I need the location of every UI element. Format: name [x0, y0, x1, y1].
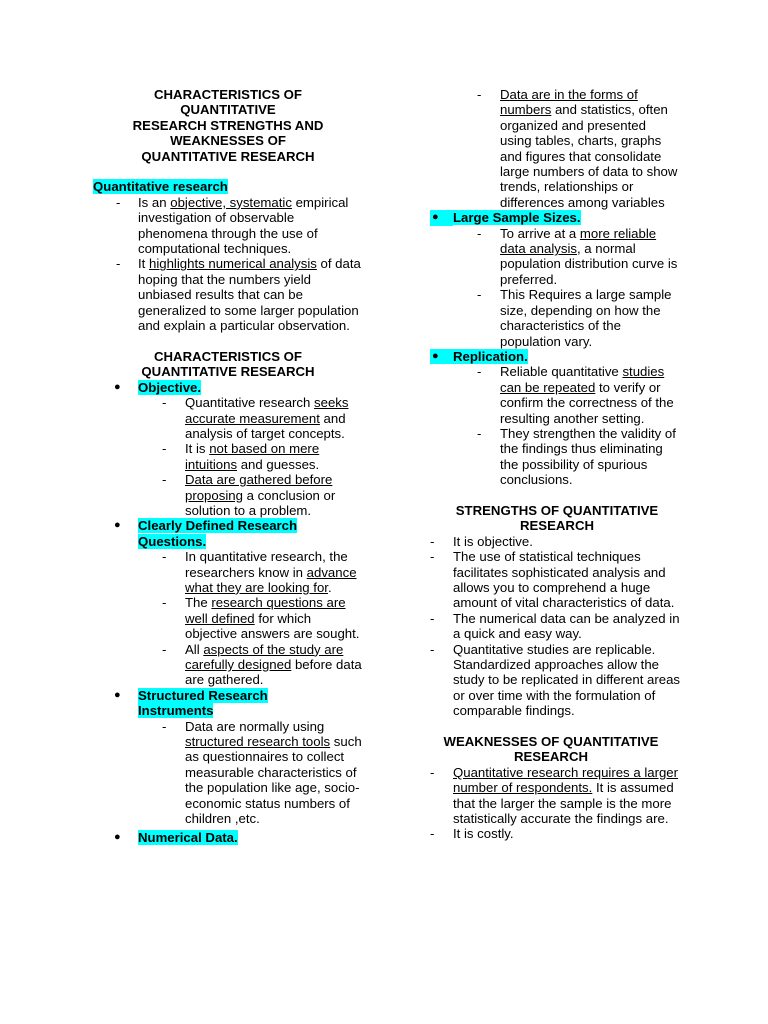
item-text: Data are in the forms of numbers and statistics, often organized and presented using tables, charts, graphs and figures that consolidate large numbers of data to show trends, relationships or differences among variables: [500, 87, 678, 210]
list-item: [92, 549, 364, 595]
item-text: In quantitative research, the researchers know in advance what they are looking for.: [185, 549, 357, 595]
list-item: [92, 719, 364, 827]
dash-marker: -: [162, 395, 167, 411]
item-text: Quantitative research requires a larger number of respondents. It is assumed that the larger the sample is the more statistically accurate the findings are.: [453, 764, 679, 827]
weaknesses-heading: [414, 734, 688, 765]
right-column: [422, 87, 680, 842]
list-item: [422, 534, 680, 549]
item-text: It is not based on mere intuitions and guesses.: [185, 441, 320, 472]
dash-marker: -: [430, 610, 435, 626]
heading-line: QUANTITATIVE RESEARCH: [141, 364, 315, 380]
list-item: [422, 287, 680, 349]
dash-marker: -: [477, 287, 482, 303]
dash-marker: -: [477, 425, 482, 441]
title-line: QUANTITATIVE: [180, 102, 276, 118]
list-item: [92, 195, 364, 257]
item-text: Reliable quantitative studies can be repeated to verify or confirm the correctness of the resulting another setting.: [500, 364, 674, 426]
bullet-objective: [92, 380, 364, 395]
title-line: WEAKNESSES OF: [170, 133, 286, 149]
dash-marker: -: [116, 194, 121, 210]
clearly-defined-label-cont: Questions.: [138, 533, 207, 549]
item-text: The numerical data can be analyzed in a quick and easy way.: [453, 610, 680, 642]
list-item: [422, 426, 680, 488]
dash-marker: -: [477, 364, 482, 380]
heading-line: RESEARCH: [513, 749, 588, 765]
list-item: [422, 642, 680, 719]
objective-label: Objective.: [138, 379, 202, 395]
title-line: QUANTITATIVE RESEARCH: [141, 148, 315, 164]
bullet-clearly-defined: [92, 518, 364, 549]
list-item: [422, 611, 680, 642]
large-sample-label: Large Sample Sizes.: [453, 210, 581, 226]
structured-label: Structured Research: [138, 687, 268, 703]
bullet-icon: ●: [432, 211, 439, 224]
dash-marker: -: [430, 641, 435, 657]
item-text: It is costly.: [453, 826, 514, 842]
list-item: [422, 364, 680, 426]
item-text: The research questions are well defined for which objective answers are sought.: [185, 595, 360, 642]
dash-marker: -: [162, 549, 167, 565]
heading-line: WEAKNESSES OF QUANTITATIVE: [443, 734, 659, 750]
item-text: They strengthen the validity of the findings thus eliminating the possibility of spurious conclusions.: [500, 425, 676, 488]
bullet-icon: ●: [114, 519, 121, 532]
bullet-icon: ●: [114, 831, 121, 844]
dash-marker: -: [430, 533, 435, 549]
dash-marker: -: [477, 225, 482, 241]
bullet-replication: [422, 349, 680, 364]
item-text: Data are gathered before proposing a conclusion or solution to a problem.: [185, 472, 336, 518]
dash-marker: -: [430, 764, 435, 780]
dash-marker: -: [477, 87, 482, 102]
heading-line: RESEARCH: [519, 518, 594, 534]
structured-label-cont: Instruments: [138, 703, 214, 719]
bullet-icon: ●: [114, 380, 121, 393]
replication-label: Replication.: [453, 348, 528, 364]
dash-marker: -: [162, 472, 167, 488]
characteristics-heading: [92, 349, 364, 380]
dash-marker: -: [430, 826, 435, 842]
document-title: [92, 87, 364, 164]
bullet-numerical-data: [92, 830, 364, 845]
item-text: All aspects of the study are carefully designed before data are gathered.: [185, 641, 362, 688]
clearly-defined-label: Clearly Defined Research: [138, 518, 298, 534]
dash-marker: -: [162, 595, 167, 611]
list-item: [92, 441, 364, 472]
list-item: [92, 472, 364, 518]
strengths-heading: [418, 503, 696, 534]
dash-marker: -: [162, 441, 167, 457]
quantitative-research-label: Quantitative research: [93, 179, 228, 195]
title-line: CHARACTERISTICS OF: [154, 87, 302, 102]
item-text: The use of statistical techniques facilitates sophisticated analysis and allows you to comprehend a huge amount of vital characteristics of data.: [453, 549, 675, 611]
dash-marker: -: [430, 549, 435, 565]
item-text: This Requires a large sample size, depending on how the characteristics of the population vary.: [500, 287, 672, 349]
numerical-label: Numerical Data.: [138, 830, 238, 846]
item-text: Quantitative studies are replicable. Standardized approaches allow the study to be replicated in different areas or over time with the formulation of comparable findings.: [453, 641, 681, 719]
dash-marker: -: [162, 718, 167, 734]
dash-marker: -: [116, 256, 121, 272]
item-text: It is objective.: [453, 533, 533, 549]
list-item: [422, 226, 680, 288]
list-item: [422, 549, 680, 611]
heading-line: STRENGTHS OF QUANTITATIVE: [455, 502, 659, 518]
list-item: [92, 642, 364, 688]
list-item: [92, 395, 364, 441]
item-text: It highlights numerical analysis of data hoping that the numbers yield unbiased results that can be generalized to some larger population and explain a particular observation.: [138, 256, 361, 334]
bullet-structured-instruments: [92, 688, 364, 719]
list-item: [422, 87, 680, 210]
item-text: Data are normally using structured research tools such as questionnaires to collect measurable characteristics of the population like age, socio-economic status numbers of children ,etc.: [185, 718, 362, 827]
item-text: To arrive at a more reliable data analysis, a normal population distribution curve is preferred.: [500, 225, 678, 287]
bullet-large-sample: [422, 210, 680, 225]
list-item: [422, 826, 680, 841]
list-item: [92, 256, 364, 333]
list-item: [422, 765, 680, 827]
item-text: Quantitative research seeks accurate measurement and analysis of target concepts.: [185, 395, 349, 441]
heading-line: CHARACTERISTICS OF: [154, 348, 302, 364]
bullet-icon: ●: [114, 688, 121, 701]
bullet-icon: ●: [432, 349, 439, 362]
list-item: [92, 595, 364, 641]
dash-marker: -: [162, 641, 167, 657]
title-line: RESEARCH STRENGTHS AND: [132, 117, 324, 133]
left-column: [92, 87, 364, 846]
item-text: Is an objective, systematic empirical investigation of observable phenomena through the use of computational techniques.: [138, 194, 349, 257]
